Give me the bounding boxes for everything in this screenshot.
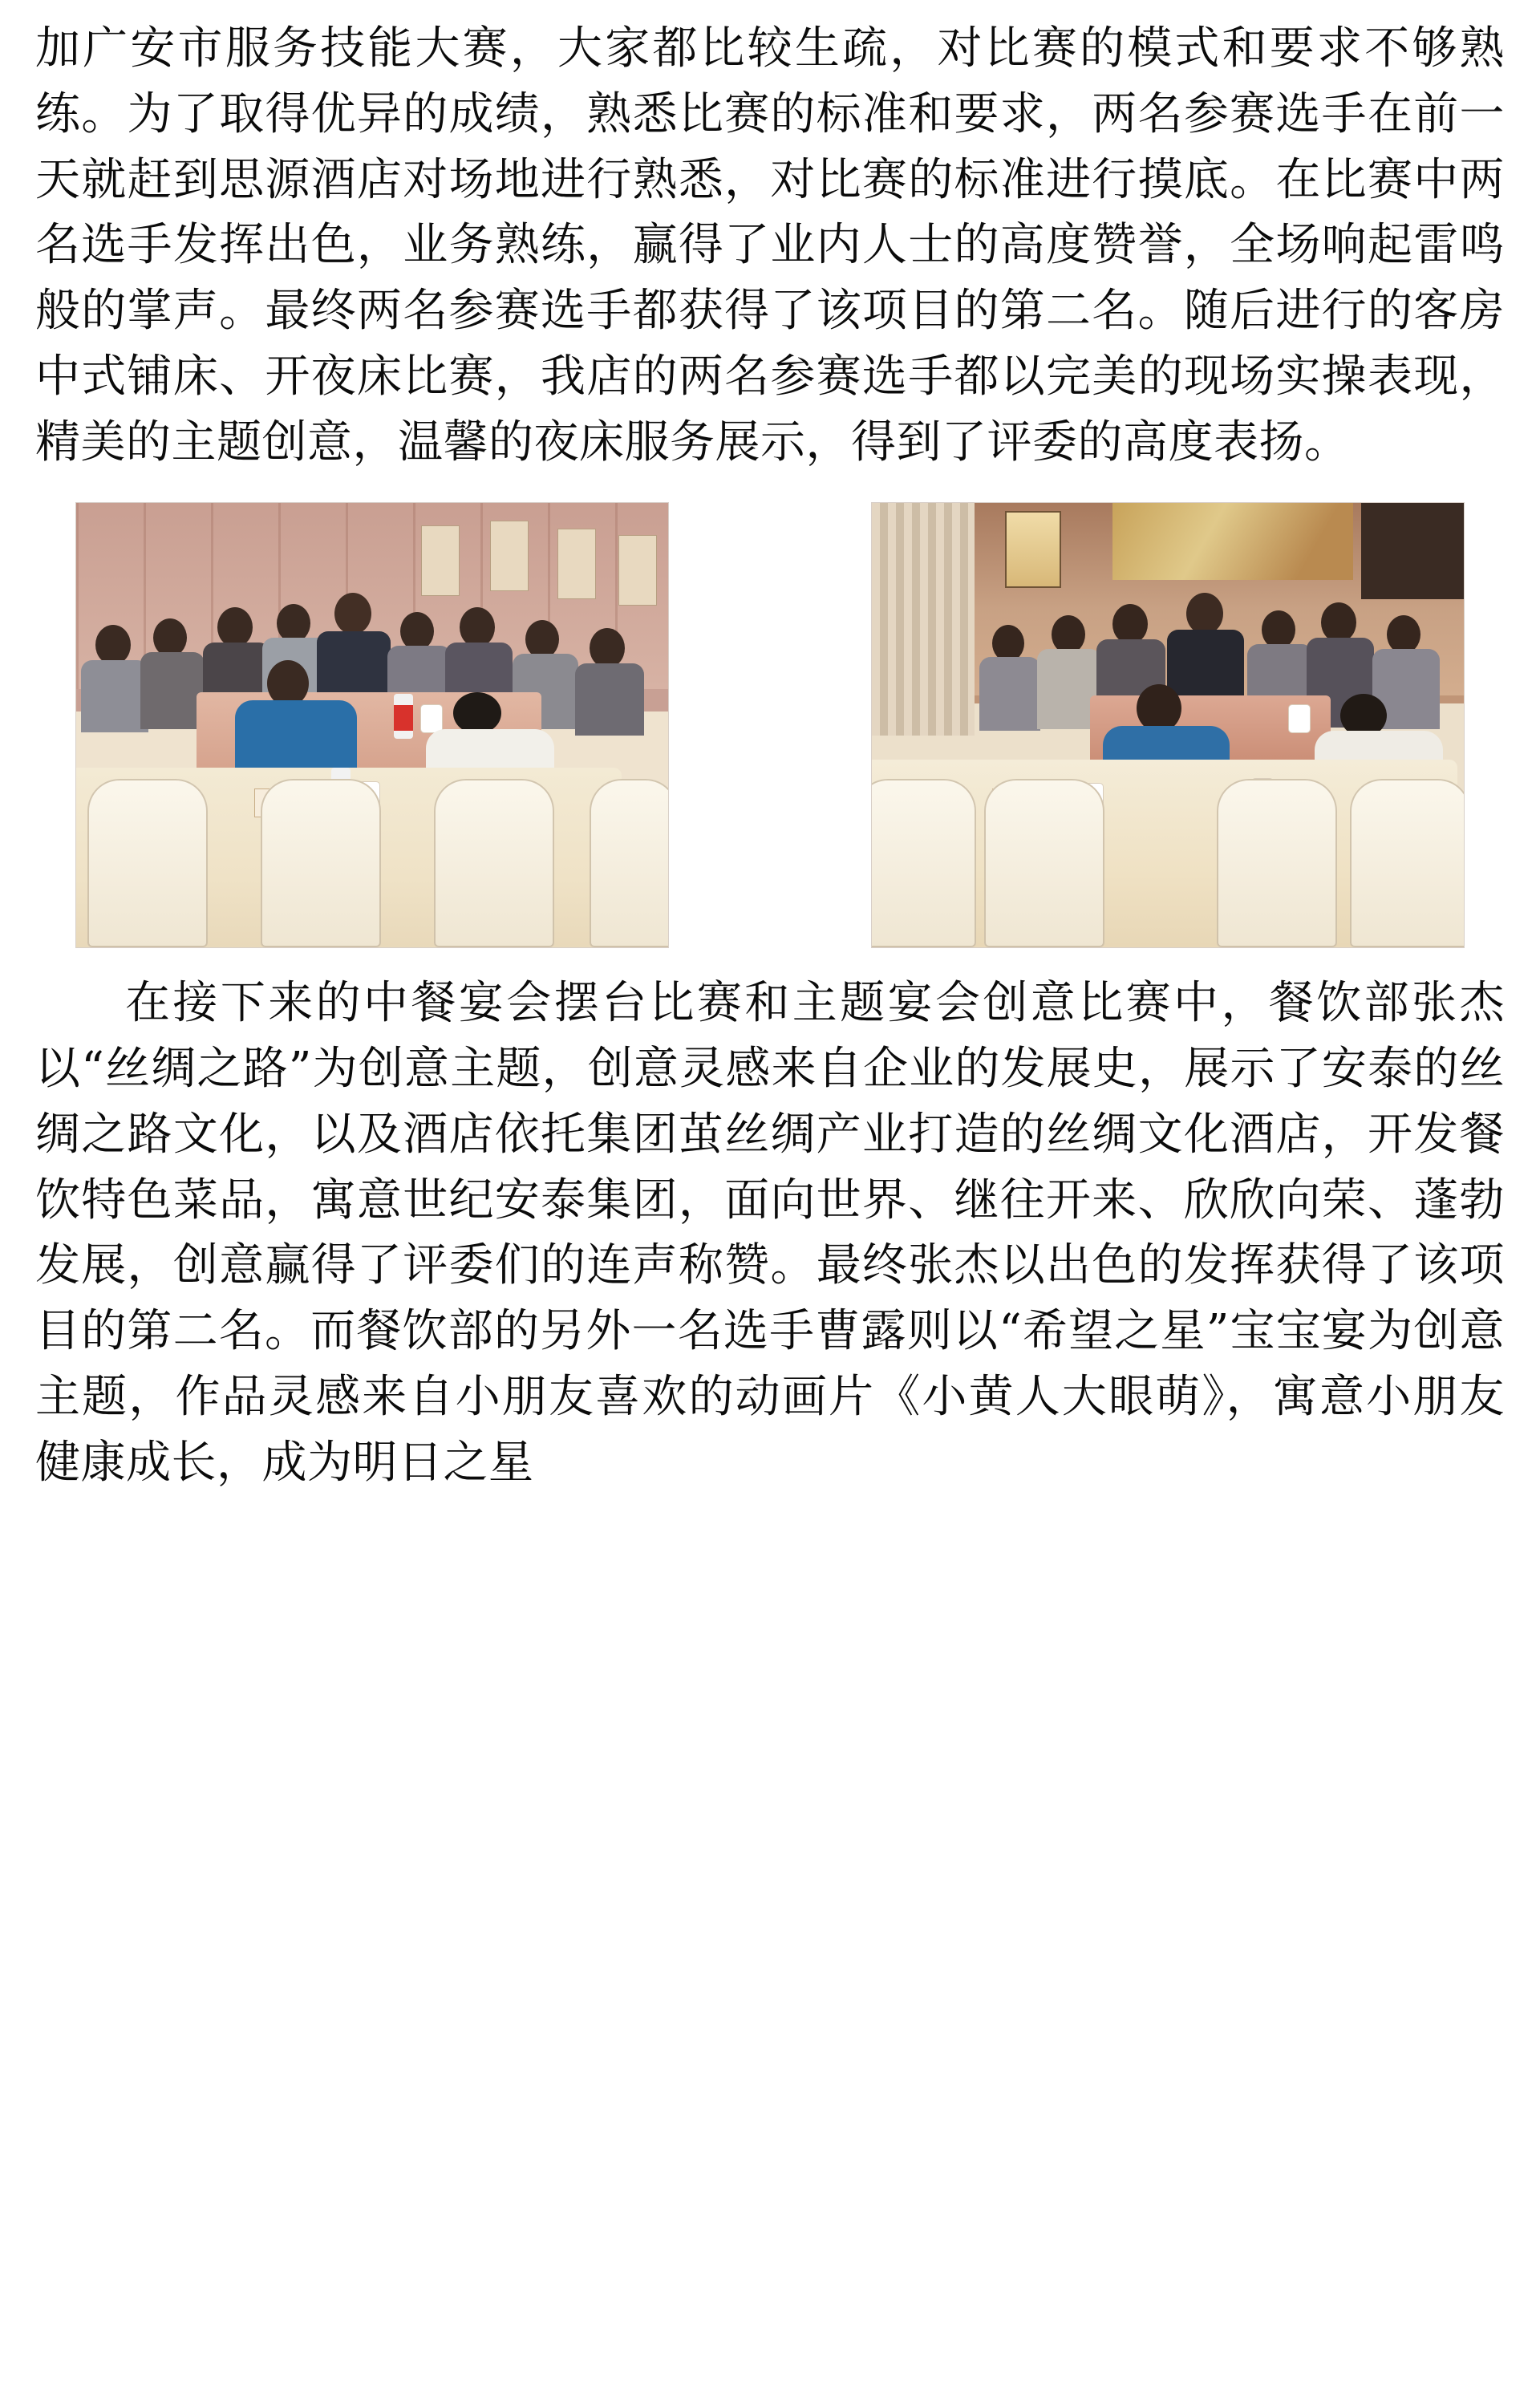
competitor-head [334,593,371,634]
person-body [140,652,205,729]
banquet-chair [87,779,208,947]
person-head [1321,602,1356,643]
banquet-competition-photo-right [871,502,1465,948]
figure-row [35,502,1505,948]
banquet-chair [984,779,1104,947]
paragraph-first: 加广安市服务技能大赛，大家都比较生疏，对比赛的模式和要求不够熟练。为了取得优异的成绩，熟悉比赛的标准和要求，两名参赛选手在前一天就赶到思源酒店对场地进行熟悉，对比赛的标准进行摸底。在比赛中两名选手发挥出色，业务熟练，赢得了业内人士的高度赞誉，全场响起雷鸣般的掌声。最终两名参赛选手都获得了该项目的第二名。随后进行的客房中式铺床、开夜床比赛，我店的两名参赛选手都以完美的现场实操表现，精美的主题创意，温馨的夜床服务展示，得到了评委的高度表扬。 [35,22,1505,468]
banquet-chair [590,779,669,947]
person-head [400,612,434,651]
paragraph-second: 在接下来的中餐宴会摆台比赛和主题宴会创意比赛中，餐饮部张杰以“丝绸之路”为创意主题，创意灵感来自企业的发展史，展示了安泰的丝绸之路文化，以及酒店依托集团茧丝绸产业打造的丝绸文化酒店，开发餐饮特色菜品，寓意世纪安泰集团，面向世界、继往开来、欣欣向荣、蓬勃发展，创意赢得了评委们的连声称赞。最终张杰以出色的发挥获得了该项目的第二名。而餐饮部的另外一名选手曹露则以“希望之星”宝宝宴为创意主题，作品灵感来自小朋友喜欢的动画片《小黄人大眼萌》，寓意小朋友健康成长，成为明日之星 [35,977,1505,1489]
person-body [81,660,148,732]
wall-mural [1112,503,1353,580]
table-bottle [394,694,413,739]
person-head [525,620,559,659]
banquet-chair [1217,779,1337,947]
person-head [1052,615,1085,654]
table-cup [421,705,442,732]
banquet-chair [1350,779,1465,947]
banquet-chair [434,779,554,947]
person-head [153,618,187,657]
banquet-chair [871,779,976,947]
person-head [1387,615,1420,654]
table-cup [1289,705,1310,732]
person-head [95,625,131,665]
person-head [460,607,495,647]
wall-lamp [1005,511,1061,588]
person-head [1112,604,1148,644]
seated-person-head [453,692,501,734]
seated-person-head [1137,684,1181,732]
person-head [277,604,310,643]
dark-screen-panel [1361,503,1465,599]
person-body [575,663,644,736]
banquet-competition-photo-left [75,502,669,948]
person-head [217,607,253,647]
competitor-head [1186,593,1223,634]
person-head [1262,610,1295,649]
banquet-chair [261,779,381,947]
window-drape [872,503,975,736]
person-head [590,628,625,668]
person-body [979,657,1040,731]
